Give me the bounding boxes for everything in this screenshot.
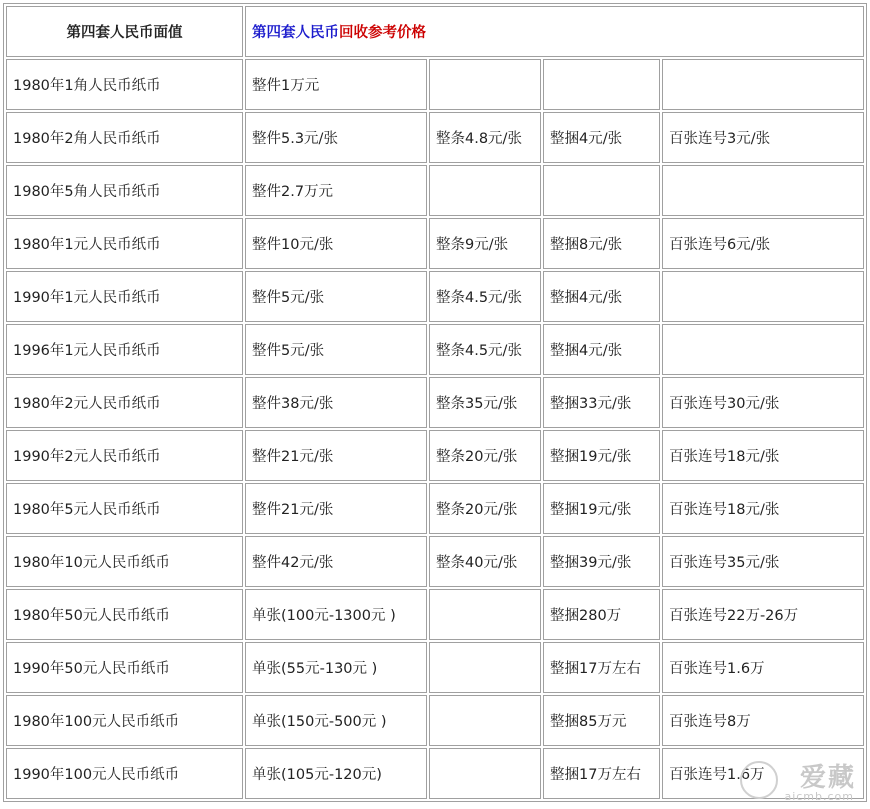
full-case-price-cell: 单张(55元-130元 ): [245, 642, 427, 693]
table-row: [6, 165, 864, 216]
table-row: [6, 377, 864, 428]
price-table: [3, 3, 867, 802]
bundle-price-cell: 整捆280万: [543, 589, 660, 640]
full-case-price-cell: 单张(150元-500元 ): [245, 695, 427, 746]
table-row: [6, 589, 864, 640]
denomination-cell: 1980年2角人民币纸币: [6, 112, 243, 163]
bundle-price-cell: 整捆19元/张: [543, 430, 660, 481]
table-row: [6, 59, 864, 110]
bundle-price-cell: 整捆17万左右: [543, 748, 660, 799]
strap-price-cell: [429, 589, 541, 640]
bundle-price-cell: [543, 165, 660, 216]
denomination-cell: 1990年100元人民币纸币: [6, 748, 243, 799]
serial-hundred-price-cell: 百张连号18元/张: [662, 483, 864, 534]
denomination-cell: 1980年10元人民币纸币: [6, 536, 243, 587]
bundle-price-cell: 整捆8元/张: [543, 218, 660, 269]
strap-price-cell: [429, 695, 541, 746]
full-case-price-cell: 整件1万元: [245, 59, 427, 110]
full-case-price-cell: 整件5元/张: [245, 324, 427, 375]
table-row: [6, 271, 864, 322]
bundle-price-cell: 整捆4元/张: [543, 324, 660, 375]
strap-price-cell: [429, 642, 541, 693]
full-case-price-cell: 整件21元/张: [245, 430, 427, 481]
table-row: [6, 112, 864, 163]
full-case-price-cell: 整件5.3元/张: [245, 112, 427, 163]
table-row: [6, 748, 864, 799]
denomination-cell: 1996年1元人民币纸币: [6, 324, 243, 375]
serial-hundred-price-cell: 百张连号30元/张: [662, 377, 864, 428]
table-row: [6, 218, 864, 269]
full-case-price-cell: 整件2.7万元: [245, 165, 427, 216]
denomination-cell: 1980年5角人民币纸币: [6, 165, 243, 216]
denomination-cell: 1980年5元人民币纸币: [6, 483, 243, 534]
strap-price-cell: 整条4.5元/张: [429, 324, 541, 375]
denomination-cell: 1980年100元人民币纸币: [6, 695, 243, 746]
serial-hundred-price-cell: [662, 324, 864, 375]
serial-hundred-price-cell: 百张连号22万-26万: [662, 589, 864, 640]
serial-hundred-price-cell: 百张连号1.6万: [662, 642, 864, 693]
table-row: [6, 695, 864, 746]
price-table-body: [6, 6, 864, 799]
full-case-price-cell: 单张(100元-1300元 ): [245, 589, 427, 640]
serial-hundred-price-cell: [662, 165, 864, 216]
table-row: [6, 483, 864, 534]
full-case-price-cell: 整件38元/张: [245, 377, 427, 428]
strap-price-cell: 整条20元/张: [429, 483, 541, 534]
full-case-price-cell: 单张(105元-120元): [245, 748, 427, 799]
table-row: [6, 642, 864, 693]
serial-hundred-price-cell: 百张连号6元/张: [662, 218, 864, 269]
header-denomination: 第四套人民币面值: [6, 6, 243, 57]
strap-price-cell: [429, 165, 541, 216]
bundle-price-cell: 整捆4元/张: [543, 112, 660, 163]
header-row: [6, 6, 864, 57]
strap-price-cell: 整条4.8元/张: [429, 112, 541, 163]
serial-hundred-price-cell: 百张连号1.6万: [662, 748, 864, 799]
strap-price-cell: 整条20元/张: [429, 430, 541, 481]
strap-price-cell: 整条35元/张: [429, 377, 541, 428]
header-price-part2: 回收参考价格: [339, 25, 426, 41]
denomination-cell: 1990年50元人民币纸币: [6, 642, 243, 693]
denomination-cell: 1990年1元人民币纸币: [6, 271, 243, 322]
bundle-price-cell: 整捆39元/张: [543, 536, 660, 587]
header-price: [245, 6, 864, 57]
bundle-price-cell: 整捆17万左右: [543, 642, 660, 693]
watermark-url: aicmb.com: [784, 790, 854, 803]
full-case-price-cell: 整件21元/张: [245, 483, 427, 534]
denomination-cell: 1980年2元人民币纸币: [6, 377, 243, 428]
bundle-price-cell: [543, 59, 660, 110]
full-case-price-cell: 整件5元/张: [245, 271, 427, 322]
bundle-price-cell: 整捆33元/张: [543, 377, 660, 428]
denomination-cell: 1980年1角人民币纸币: [6, 59, 243, 110]
table-row: [6, 324, 864, 375]
serial-hundred-price-cell: 百张连号35元/张: [662, 536, 864, 587]
denomination-cell: 1990年2元人民币纸币: [6, 430, 243, 481]
table-row: [6, 430, 864, 481]
strap-price-cell: [429, 748, 541, 799]
strap-price-cell: [429, 59, 541, 110]
bundle-price-cell: 整捆19元/张: [543, 483, 660, 534]
serial-hundred-price-cell: [662, 59, 864, 110]
header-price-part1: 第四套人民币: [252, 25, 339, 41]
serial-hundred-price-cell: 百张连号3元/张: [662, 112, 864, 163]
denomination-cell: 1980年50元人民币纸币: [6, 589, 243, 640]
watermark-text: 爱藏: [799, 763, 856, 793]
bundle-price-cell: 整捆4元/张: [543, 271, 660, 322]
bundle-price-cell: 整捆85万元: [543, 695, 660, 746]
strap-price-cell: 整条40元/张: [429, 536, 541, 587]
serial-hundred-price-cell: 百张连号18元/张: [662, 430, 864, 481]
strap-price-cell: 整条9元/张: [429, 218, 541, 269]
table-row: [6, 536, 864, 587]
full-case-price-cell: 整件10元/张: [245, 218, 427, 269]
serial-hundred-price-cell: [662, 271, 864, 322]
full-case-price-cell: 整件42元/张: [245, 536, 427, 587]
denomination-cell: 1980年1元人民币纸币: [6, 218, 243, 269]
strap-price-cell: 整条4.5元/张: [429, 271, 541, 322]
serial-hundred-price-cell: 百张连号8万: [662, 695, 864, 746]
